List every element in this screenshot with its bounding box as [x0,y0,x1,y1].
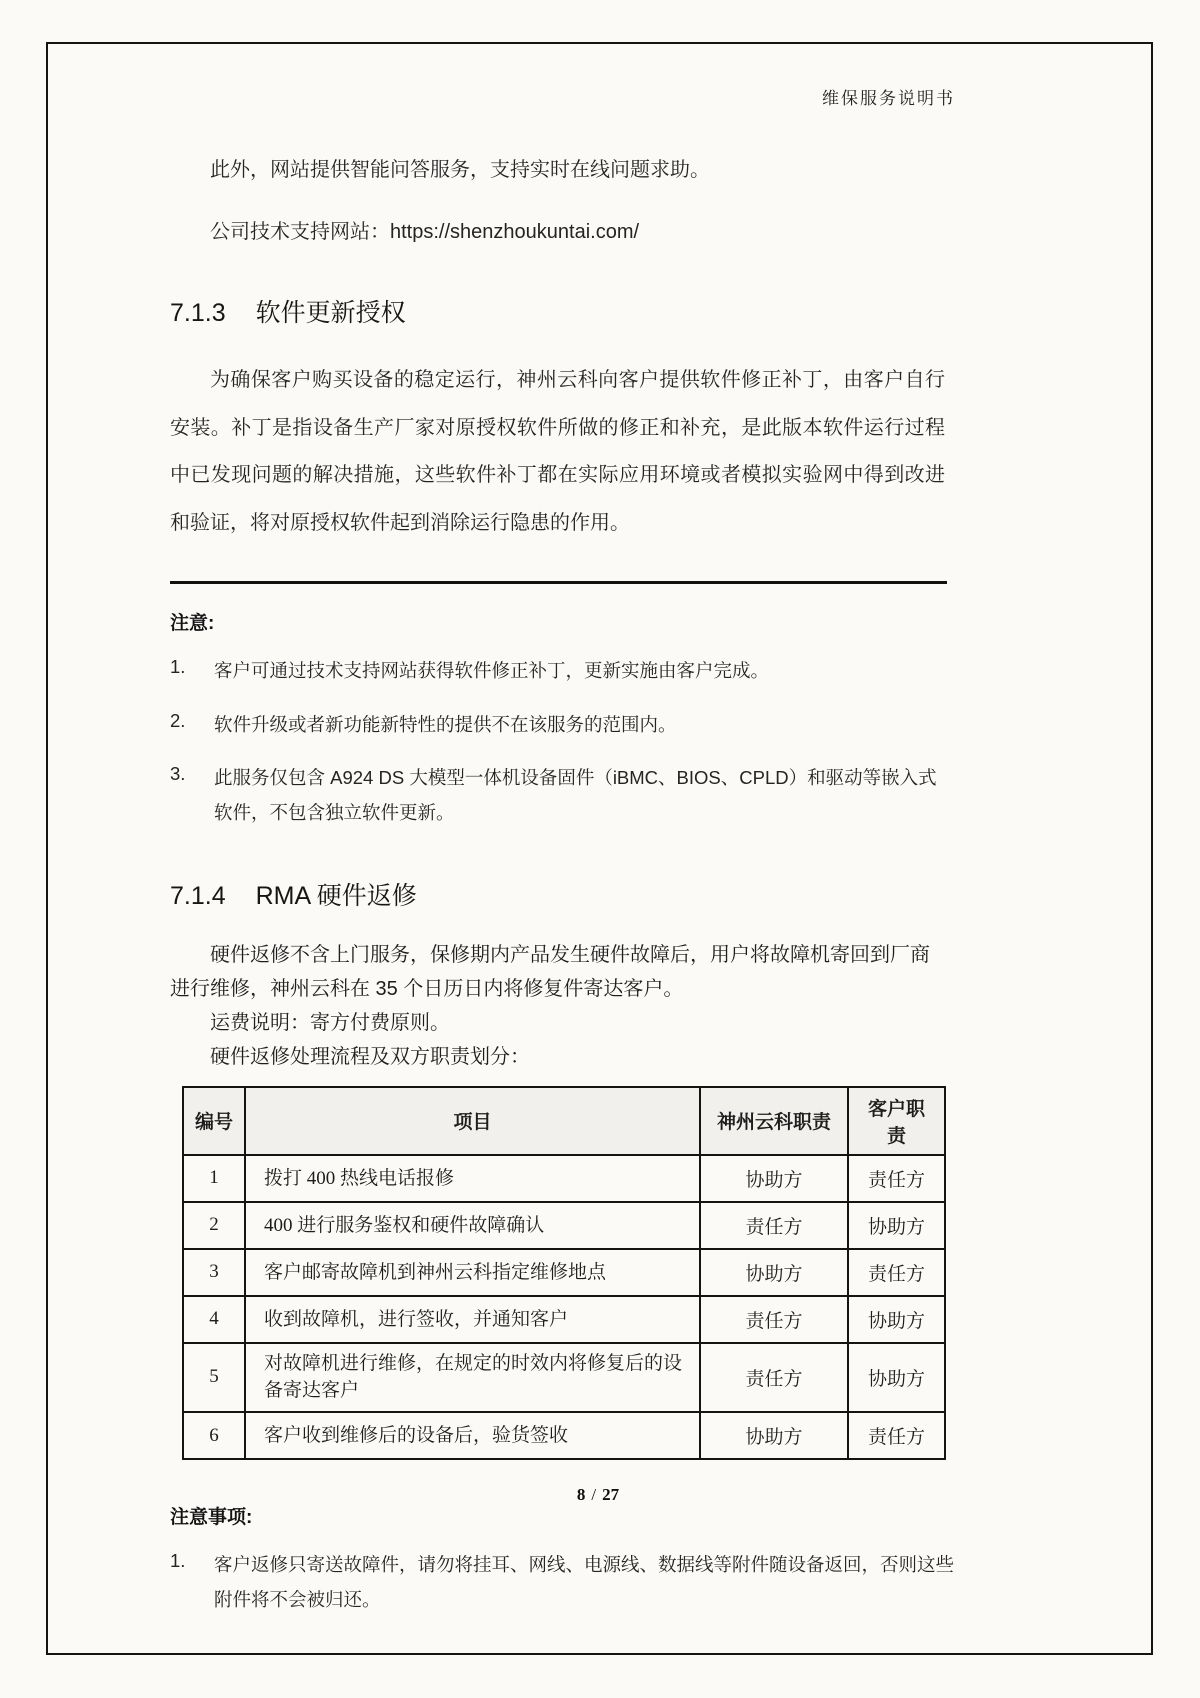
note-label: 注意: [170,613,215,635]
table-cell: 拨打 400 热线电话报修 [245,1155,700,1202]
section-title: 软件更新授权 [255,299,406,327]
table-cell: 协助方 [700,1155,848,1202]
section-713-body: 为确保客户购买设备的稳定运行，神州云科向客户提供软件修正补丁，由客户自行安装。补丁是指设备生产厂家对原授权软件所做的修正和补充，是此版本软件运行过程中已发现问题的解决措施，这些软件补丁都在实际应用环境或者模拟实验网中得到改进和验证，将对原授权软件起到消除运行隐患的作用。 [170,369,945,534]
table-cell: 客户收到维修后的设备后，验货签收 [245,1412,700,1459]
table-header-cell: 项目 [245,1087,700,1155]
table-row [183,1412,945,1459]
section-number: 7.1.3 [170,299,226,327]
table-cell: 责任方 [848,1155,945,1202]
table-cell: 责任方 [848,1249,945,1296]
table-row [183,1249,945,1296]
section-714-paragraph-1: 硬件返修不含上门服务，保修期内产品发生硬件故障后，用户将故障机寄回到厂商进行维修，神州云科在 35 个日历日内将修复件寄达客户。 [170,943,930,1000]
table-row [183,1296,945,1343]
page-border-frame [46,42,1153,1655]
table-cell: 责任方 [848,1412,945,1459]
list-item [170,760,955,830]
table-header-cell: 编号 [183,1087,245,1155]
list-item-text: 客户返修只寄送故障件，请勿将挂耳、网线、电源线、数据线等附件随设备返回，否则这些附件将不会被归还。 [214,1554,955,1611]
table-row [183,1343,945,1412]
section-714-paragraph-2: 运费说明：寄方付费原则。 [210,1011,450,1034]
table-header-cell: 客户职责 [848,1087,945,1155]
footer-separator: / [591,1485,597,1504]
table-cell: 责任方 [700,1296,848,1343]
table-cell: 责任方 [700,1202,848,1249]
section-heading-714 [170,876,946,912]
section-title: RMA 硬件返修 [255,881,417,910]
section-number: 7.1.4 [170,881,226,910]
table-cell: 3 [183,1249,245,1296]
table-row [183,1202,945,1249]
table-cell: 协助方 [700,1249,848,1296]
table-header-cell: 神州云科职责 [700,1087,848,1155]
table-cell: 6 [183,1412,245,1459]
intro-paragraph-2: 公司技术支持网站：https://shenzhoukuntai.com/ [210,221,640,243]
list-item [170,707,955,742]
table-cell: 责任方 [700,1343,848,1412]
horizontal-rule [170,581,947,584]
table-cell: 协助方 [848,1202,945,1249]
intro-paragraph-1: 此外，网站提供智能问答服务，支持实时在线问题求助。 [210,159,710,181]
table-cell: 5 [183,1343,245,1412]
table-cell: 协助方 [848,1296,945,1343]
table-cell: 收到故障机，进行签收，并通知客户 [245,1296,700,1343]
notes-list-714 [170,1547,955,1617]
section-heading-713 [170,293,946,329]
notes-list-713 [170,653,955,830]
list-item-number: 1. [170,1550,186,1572]
table-cell: 400 进行服务鉴权和硬件故障确认 [245,1202,700,1249]
note-label: 注意事项: [170,1507,253,1529]
header-title: 维保服务说明书 [822,89,955,108]
list-item [170,1547,955,1617]
list-item [170,653,955,688]
table-cell: 协助方 [700,1412,848,1459]
table-cell: 2 [183,1202,245,1249]
list-item-text: 软件升级或者新功能新特性的提供不在该服务的范围内。 [214,713,677,735]
page-header [48,84,1151,109]
section-714-paragraph-3: 硬件返修处理流程及双方职责划分： [210,1045,530,1068]
table-cell: 客户邮寄故障机到神州云科指定维修地点 [245,1249,700,1296]
footer-page-total: 27 [602,1485,620,1504]
list-item-number: 1. [170,656,186,678]
list-item-text: 客户可通过技术支持网站获得软件修正补丁，更新实施由客户完成。 [214,660,770,682]
table-row [183,1155,945,1202]
table-cell: 协助方 [848,1343,945,1412]
page-content [48,155,955,1617]
list-item-text: 此服务仅包含 A924 DS 大模型一体机设备固件（iBMC、BIOS、CPLD）和驱动等嵌入式软件，不包含独立软件更新。 [214,766,937,823]
table-cell: 4 [183,1296,245,1343]
list-item-number: 2. [170,709,186,731]
list-item-number: 3. [170,762,186,784]
table-header-row [183,1087,945,1155]
page-footer [94,1485,1102,1505]
footer-page-number: 8 [576,1485,586,1504]
table-cell: 对故障机进行维修，在规定的时效内将修复后的设备寄达客户 [245,1343,700,1412]
table-cell: 1 [183,1155,245,1202]
rma-responsibility-table [182,1086,946,1460]
